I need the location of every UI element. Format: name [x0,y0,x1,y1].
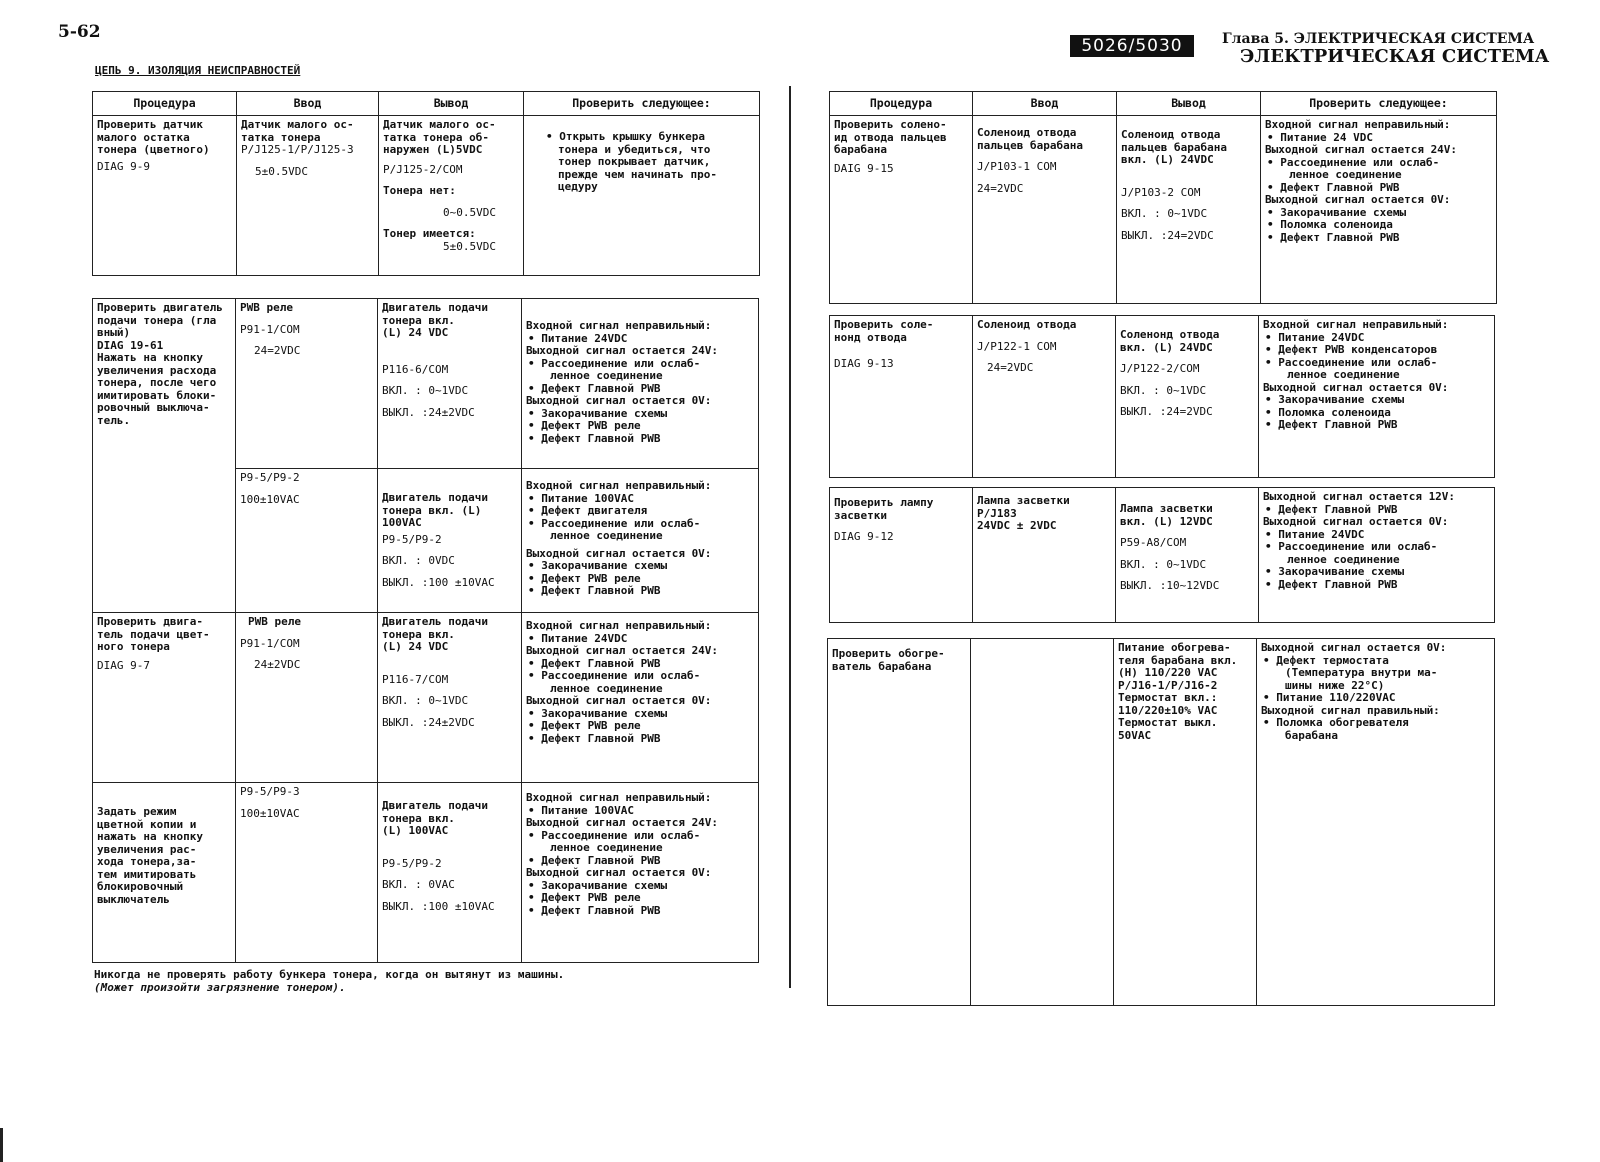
input-cell: PWB реле P91-1/COM 24=2VDC [236,299,378,469]
check-cell: Выходной сигнал остается 12V: • Дефект Главной PWB Выходной сигнал остается 0V: • Питание 24VDC • Рассоединение или ослаб- ленное соединение • Закорачивание схемы • Дефект Главной PWB [1259,488,1495,623]
output-cell: Лампа засветки вкл. (L) 12VDC P59-A8/COM ВКЛ. : 0~1VDC ВЫКЛ. :10~12VDC [1116,488,1259,623]
check-cell: Входной сигнал неправильный: • Питание 100VAC Выходной сигнал остается 24V: • Рассоединение или ослаб- ленное соединение • Дефект Главной PWB Выходной сигнал остается 0V: • Закорачивание схемы • Дефект PWB реле • Дефект Главной PWB [522,783,759,963]
right-table-3 [829,487,1495,623]
scan-edge-mark [0,1128,3,1162]
input-cell: P9-5/P9-2 100±10VAC [236,469,378,613]
column-header-check: Проверить следующее: [524,92,760,116]
output-cell: Двигатель подачи тонера вкл. (L) 24 VDC P116-6/COM ВКЛ. : 0~1VDC ВЫКЛ. :24±2VDC [378,299,522,469]
procedure-cell: Проверить двигатель подачи тонера (гла вный) DIAG 19-61 Нажать на кнопку увеличения расхода тонера, после чего имитировать блоки- ровочный выключа- тель. [93,299,236,613]
input-cell [971,639,1114,1006]
column-header-input: Ввод [237,92,379,116]
right-table-1 [829,91,1497,304]
right-table-4 [827,638,1495,1006]
check-cell: Входной сигнал неправильный: • Питание 24 VDC Выходной сигнал остается 24V: • Рассоединение или ослаб- ленное соединение • Дефект Главной PWB Выходной сигнал остается 0V: • Закорачивание схемы • Поломка соленоида • Дефект Главной PWB [1261,116,1497,304]
input-cell: Соленоид отвода J/P122-1 COM 24=2VDC [973,316,1116,478]
column-header-procedure: Процедура [93,92,237,116]
output-cell: Соленонд отвода вкл. (L) 24VDC J/P122-2/COM ВКЛ. : 0~1VDC ВЫКЛ. :24=2VDC [1116,316,1259,478]
procedure-cell: Проверить двига- тель подачи цвет- ного тонера DIAG 9-7 [93,613,236,783]
chapter-title: Глава 5. ЭЛЕКТРИЧЕСКАЯ СИСТЕМА [1222,31,1535,47]
input-cell: Лампа засветки P/J183 24VDC ± 2VDC [973,488,1116,623]
page-divider [789,86,791,988]
output-cell: Питание обогрева- теля барабана вкл. (H) 110/220 VAC P/J16-1/P/J16-2 Термостат вкл.: 110/220±10% VAC Термостат выкл. 50VAC [1114,639,1257,1006]
column-header-output: Вывод [1117,92,1261,116]
column-header-check: Проверить следующее: [1261,92,1497,116]
footnote: Никогда не проверять работу бункера тонера, когда он вытянут из машины. (Может произойти загрязнение тонером). [94,968,565,994]
page-number: 5-62 [58,22,101,42]
left-table-1 [92,91,760,276]
input-cell: Датчик малого ос- татка тонера P/J125-1/P/J125-3 5±0.5VDC [237,116,379,276]
output-cell: Двигатель подачи тонера вкл. (L) 24 VDC P116-7/COM ВКЛ. : 0~1VDC ВЫКЛ. :24±2VDC [378,613,522,783]
column-header-input: Ввод [973,92,1117,116]
section-title: ЭЛЕКТРИЧЕСКАЯ СИСТЕМА [1240,46,1550,67]
input-cell: PWB реле P91-1/COM 24±2VDC [236,613,378,783]
procedure-cell: Проверить датчик малого остатка тонера (цветного) DIAG 9-9 [93,116,237,276]
output-cell: Датчик малого ос- татка тонера об- наружен (L)5VDC P/J125-2/COM Тонера нет: 0~0.5VDC Тонер имеется: 5±0.5VDC [379,116,524,276]
model-badge: 5026/5030 [1070,35,1194,57]
input-cell: P9-5/P9-3 100±10VAC [236,783,378,963]
table-row [93,299,759,469]
procedure-cell: Проверить соле- нонд отвода DIAG 9-13 [830,316,973,478]
left-table-2 [92,298,759,963]
output-cell: Двигатель подачи тонера вкл. (L) 100VAC P9-5/P9-2 ВКЛ. : 0VDC ВЫКЛ. :100 ±10VAC [378,469,522,613]
output-cell: Двигатель подачи тонера вкл. (L) 100VAC P9-5/P9-2 ВКЛ. : 0VAC ВЫКЛ. :100 ±10VAC [378,783,522,963]
procedure-cell: Проверить солено- ид отвода пальцев барабана DAIG 9-15 [830,116,973,304]
column-header-output: Вывод [379,92,524,116]
right-table-2 [829,315,1495,478]
procedure-cell: Задать режим цветной копии и нажать на кнопку увеличения рас- хода тонера,за- тем имитировать блокировочный выключатель [93,783,236,963]
column-header-procedure: Процедура [830,92,973,116]
input-cell: Соленоид отвода пальцев барабана J/P103-1 COM 24=2VDC [973,116,1117,304]
check-cell: Выходной сигнал остается 0V: • Дефект термостата (Температура внутри ма- шины ниже 22°C) • Питание 110/220VAC Выходной сигнал правильный: • Поломка обогревателя барабана [1257,639,1495,1006]
check-cell: Входной сигнал неправильный: • Питание 24VDC • Дефект PWB конденсаторов • Рассоединение или ослаб- ленное соединение Выходной сигнал остается 0V: • Закорачивание схемы • Поломка соленоида • Дефект Главной PWB [1259,316,1495,478]
procedure-cell: Проверить обогре- ватель барабана [828,639,971,1006]
check-cell: Входной сигнал неправильный: • Питание 24VDC Выходной сигнал остается 24V: • Рассоединение или ослаб- ленное соединение • Дефект Главной PWB Выходной сигнал остается 0V: • Закорачивание схемы • Дефект PWB реле • Дефект Главной PWB [522,299,759,469]
output-cell: Соленоид отвода пальцев барабана вкл. (L) 24VDC J/P103-2 COM ВКЛ. : 0~1VDC ВЫКЛ. :24=2VDC [1117,116,1261,304]
circuit-title: ЦЕПЬ 9. ИЗОЛЯЦИЯ НЕИСПРАВНОСТЕЙ [95,64,301,77]
procedure-cell: Проверить лампу засветки DIAG 9-12 [830,488,973,623]
table-row [93,613,759,783]
check-cell: Входной сигнал неправильный: • Питание 100VAC • Дефект двигателя • Рассоединение или ослаб- ленное соединение Выходной сигнал остается 0V: • Закорачивание схемы • Дефект PWB реле • Дефект Главной PWB [522,469,759,613]
check-cell: • Открыть крышку бункера тонера и убедиться, что тонер покрывает датчик, прежде чем начинать про- цедуру [524,116,760,276]
table-row [93,783,759,963]
check-cell: Входной сигнал неправильный: • Питание 24VDC Выходной сигнал остается 24V: • Дефект Главной PWB • Рассоединение или ослаб- ленное соединение Выходной сигнал остается 0V: • Закорачивание схемы • Дефект PWB реле • Дефект Главной PWB [522,613,759,783]
